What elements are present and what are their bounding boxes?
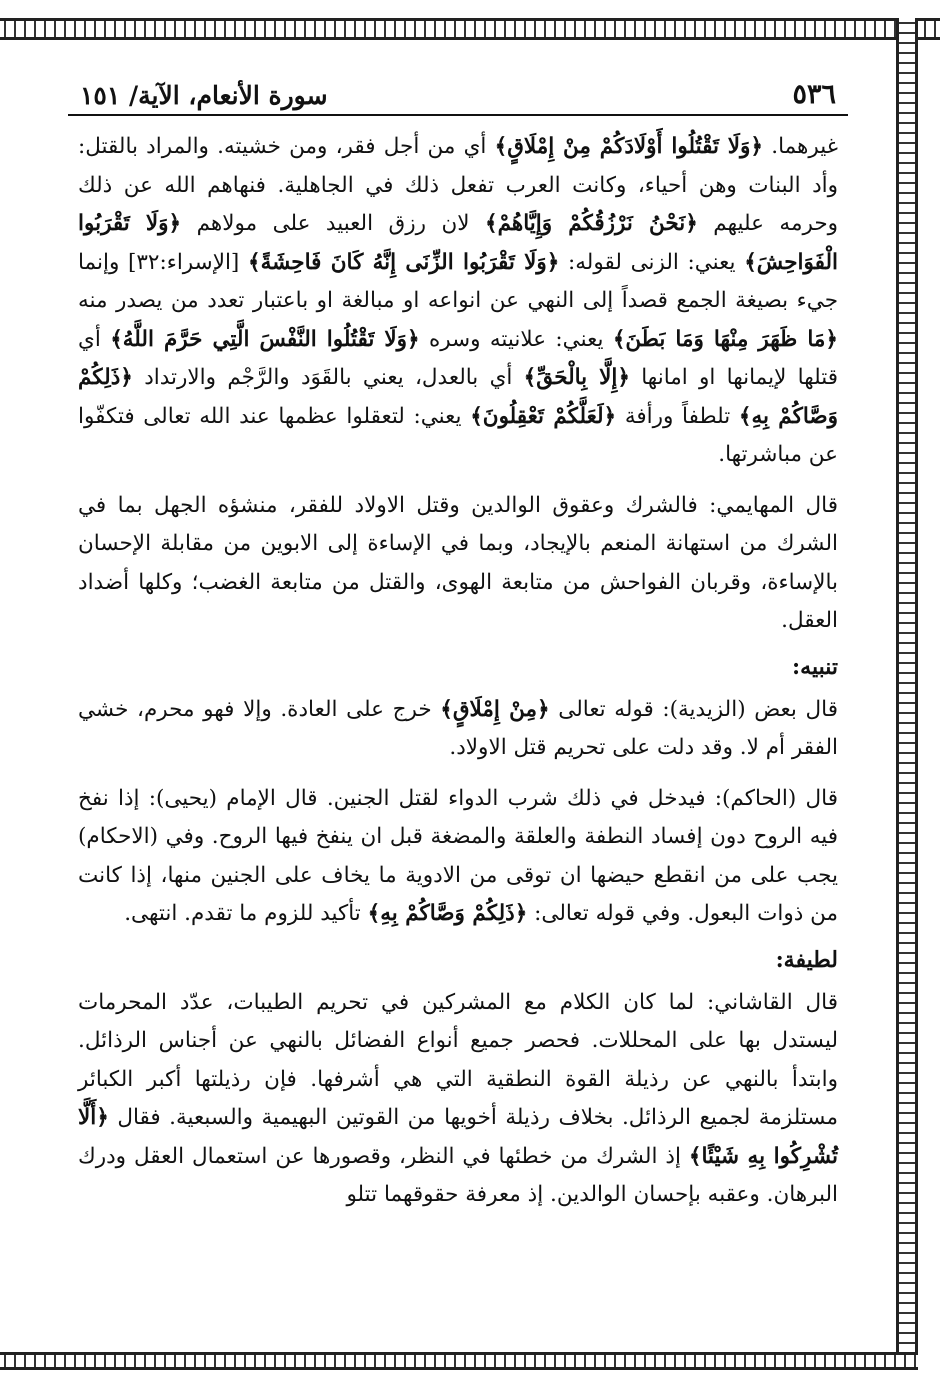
text-segment: تأكيد للزوم ما تقدم. انتهى. bbox=[124, 901, 368, 926]
text-segment: تلطفاً ورأفة bbox=[616, 403, 739, 429]
book-page bbox=[68, 60, 848, 1345]
text-segment: قال المهايمي: فالشرك وعقوق الوالدين وقتل الاولاد للفقر، منشؤه الجهل بما في الشرك من استهانة المنعم بالإيجاد، وبما في الإساءة إلى الابوين من مقابلة الإحسان بالإساءة، وقربان الفواحش من متابعة الهوى، والقتل من متابعة الغضب؛ وكلها أضداد العقل. bbox=[78, 492, 838, 633]
quran-quote: ﴿وَلَا تَقْتُلُوا أَوْلَادَكُمْ مِنْ إِمْلَاقٍ﴾ bbox=[494, 134, 764, 159]
text-segment: لان رزق العبيد على مولاهم bbox=[181, 211, 485, 236]
right-ornamental-border bbox=[896, 18, 918, 1368]
quran-quote: ﴿ذَلِكُمْ وَصَّاكُمْ بِهِ﴾ bbox=[367, 901, 528, 926]
page-number: ٥٣٦ bbox=[792, 79, 836, 110]
text-segment: إذ الشرك من خطئها في النظر، وقصورها عن استعمال العقل ودرك البرهان. وعقبه بإحسان الوالدين. إذ معرفة حقوقهما تتلو bbox=[78, 1143, 838, 1207]
quran-quote: ﴿نَحْنُ نَرْزُقُكُمْ وَإِيَّاهُمْ﴾ bbox=[484, 211, 698, 236]
text-segment: قال بعض (الزيدية): قوله تعالى bbox=[549, 696, 839, 722]
text-segment: خرج على العادة. وإلا فهو محرم، خشي الفقر أم لا. وقد دلت على تحريم قتل الاولاد. bbox=[78, 696, 838, 760]
quran-quote: ﴿لَعَلَّكُمْ تَعْقِلُونَ﴾ bbox=[470, 403, 617, 429]
quran-quote: ﴿إِلَّا بِالْحَقِّ﴾ bbox=[523, 365, 630, 390]
text-segment: [الإسراء:٣٢] وإنما جيء بصيغة الجمع قصداً إلى النهي عن انواعه او مبالغة او باعتبار تعدد من يصدر منه bbox=[78, 249, 838, 313]
text-segment: يعني: علانيته وسره bbox=[419, 326, 613, 352]
text-segment: أي بالعدل، يعني بالقَوَد والرَّجْم والارتداد bbox=[132, 365, 524, 390]
page-body bbox=[68, 128, 848, 1215]
surah-title: سورة الأنعام، الآية/ ١٥١ bbox=[80, 81, 328, 110]
quran-quote: ﴿وَلَا تَقْرَبُوا الْفَوَاحِشَ﴾ bbox=[78, 211, 838, 275]
top-ornamental-border bbox=[0, 18, 940, 40]
text-segment: يعني: لتعقلوا عظمها عند الله تعالى فتكفّوا عن مباشرتها. bbox=[78, 403, 838, 467]
text-segment: قال القاشاني: لما كان الكلام مع المشركين في تحريم الطيبات، عدّد المحرمات ليستدل بها على المحللات. فحصر جميع أنواع الفضائل بالنهي عن أجناس الرذائل. وابتدأ بالنهي عن رذيلة القوة النطقية التي هي أشرفها. فإن رذيلتها أكبر الكبائر مستلزمة لجميع الرذائل. بخلاف رذيلة أخويها من القوتين البهيمية والسبعية. فقال bbox=[78, 989, 838, 1130]
paragraph bbox=[78, 780, 838, 934]
quran-quote: ﴿مَا ظَهَرَ مِنْهَا وَمَا بَطَنَ﴾ bbox=[612, 326, 838, 352]
paragraph bbox=[78, 487, 838, 641]
bottom-ornamental-border bbox=[0, 1352, 918, 1370]
quran-quote: ﴿ذَلِكُمْ وَصَّاكُمْ بِهِ﴾ bbox=[78, 365, 839, 429]
section-main bbox=[78, 128, 838, 641]
section-latifa bbox=[78, 984, 838, 1215]
quran-quote: ﴿مِنْ إِمْلَاقٍ﴾ bbox=[440, 696, 550, 722]
heading-latifa: لطيفة: bbox=[775, 946, 838, 973]
paragraph bbox=[78, 984, 838, 1215]
text-segment: غيرهما. bbox=[763, 134, 838, 159]
quran-quote: ﴿أَلَّا تُشْرِكُوا بِهِ شَيْئًا﴾ bbox=[78, 1105, 838, 1169]
quran-quote: ﴿وَلَا تَقْتُلُوا النَّفْسَ الَّتِي حَرَّمَ اللَّهُ﴾ bbox=[110, 326, 420, 352]
text-segment: أي قتلها لإيمانها او امانها bbox=[78, 326, 838, 390]
paragraph bbox=[78, 128, 838, 475]
text-segment: أي من أجل فقر، ومن خشيته. والمراد بالقتل: وأد البنات وهن أحياء، وكانت العرب تفعل ذلك في الجاهلية. فنهاهم الله عن ذلك وحرمه عليهم bbox=[78, 134, 838, 236]
heading-tanbih: تنبيه: bbox=[792, 653, 838, 680]
section-tanbih bbox=[78, 691, 838, 934]
page-header bbox=[68, 60, 848, 116]
text-segment: قال (الحاكم): فيدخل في ذلك شرب الدواء لقتل الجنين. قال الإمام (يحيى): إذا نفخ فيه الروح دون إفساد النطفة والعلقة والمضغة قبل ان ينفخ فيها الروح. وفي (الاحكام) يجب على من انقطع حيضها ان توقى من الادوية ما يخاف على الجنين منها، إذا كانت من ذوات البعول. وفي قوله تعالى: bbox=[78, 785, 838, 926]
quran-quote: ﴿وَلَا تَقْرَبُوا الزِّنَى إِنَّهُ كَانَ فَاحِشَةً﴾ bbox=[247, 249, 560, 275]
paragraph bbox=[78, 691, 838, 768]
text-segment: يعني: الزنى لقوله: bbox=[559, 249, 745, 275]
